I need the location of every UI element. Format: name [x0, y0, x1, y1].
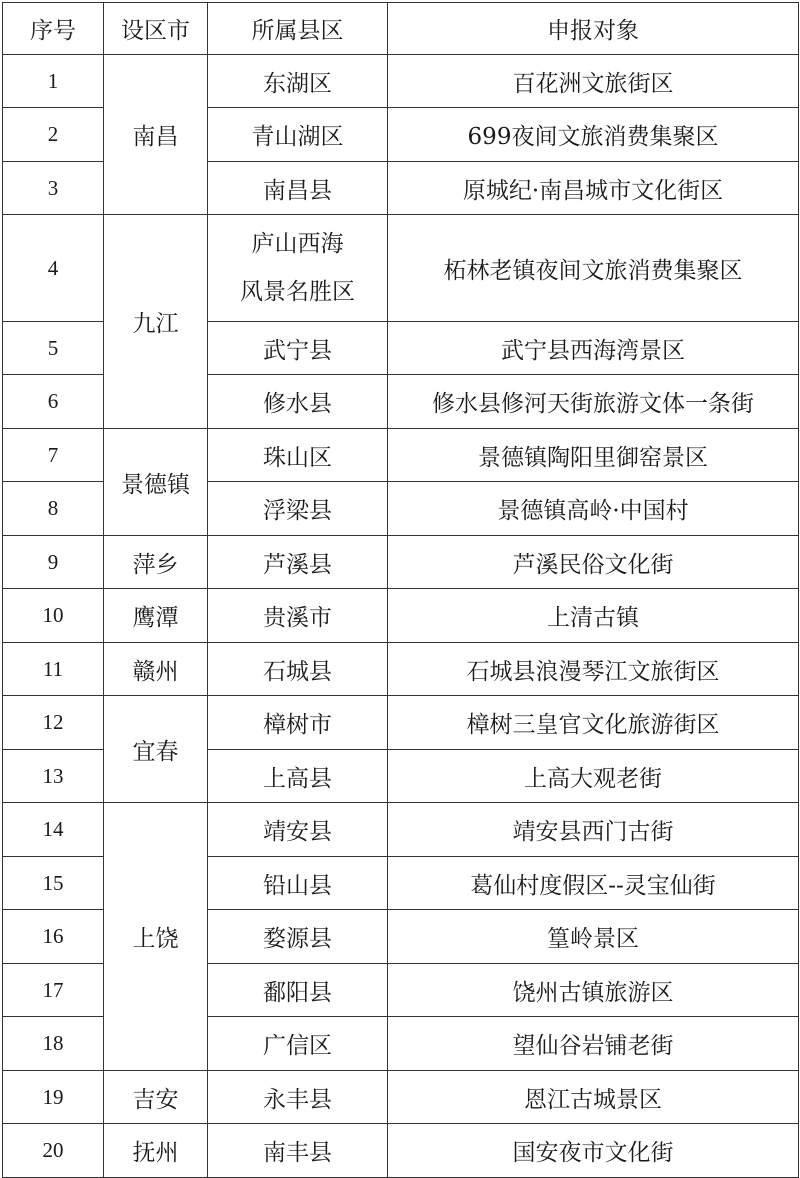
- header-cell-no: 序号: [3, 3, 104, 55]
- row-number: 15: [3, 857, 104, 910]
- object-cell: 望仙谷岩铺老街: [388, 1017, 799, 1071]
- city-cell: 上饶: [104, 803, 208, 1071]
- city-cell: 萍乡: [104, 536, 208, 589]
- county-cell: 永丰县: [208, 1071, 388, 1124]
- row-number: 18: [3, 1017, 104, 1071]
- row-number: 9: [3, 536, 104, 589]
- object-cell: 699夜间文旅消费集聚区: [388, 108, 799, 162]
- city-cell: 鹰潭: [104, 589, 208, 643]
- county-cell: 靖安县: [208, 803, 388, 857]
- county-cell: 武宁县: [208, 322, 388, 375]
- row-number: 11: [3, 643, 104, 696]
- county-cell: [208, 215, 388, 322]
- table-row: [3, 429, 799, 482]
- header-cell-city: 设区市: [104, 3, 208, 55]
- table-row: [3, 589, 799, 643]
- object-cell: 石城县浪漫琴江文旅街区: [388, 643, 799, 696]
- object-cell: 百花洲文旅街区: [388, 55, 799, 108]
- object-cell: 柘林老镇夜间文旅消费集聚区: [388, 215, 799, 322]
- county-line: 风景名胜区: [240, 279, 355, 305]
- header-cell-object: 申报对象: [388, 3, 799, 55]
- city-cell: 吉安: [104, 1071, 208, 1124]
- county-cell: 浮梁县: [208, 482, 388, 536]
- row-number: 3: [3, 162, 104, 215]
- row-number: 4: [3, 215, 104, 322]
- county-cell: 南丰县: [208, 1124, 388, 1178]
- object-cell: 修水县修河天街旅游文体一条街: [388, 375, 799, 429]
- row-number: 14: [3, 803, 104, 857]
- table-row: [3, 55, 799, 108]
- table-row: [3, 215, 799, 322]
- object-cell: 篁岭景区: [388, 910, 799, 964]
- row-number: 5: [3, 322, 104, 375]
- county-cell: 樟树市: [208, 696, 388, 750]
- object-cell: 景德镇陶阳里御窑景区: [388, 429, 799, 482]
- table-row: [3, 1124, 799, 1178]
- object-cell: 饶州古镇旅游区: [388, 964, 799, 1017]
- object-cell: 景德镇高岭·中国村: [388, 482, 799, 536]
- row-number: 6: [3, 375, 104, 429]
- row-number: 1: [3, 55, 104, 108]
- county-cell: 贵溪市: [208, 589, 388, 643]
- county-cell: 芦溪县: [208, 536, 388, 589]
- county-cell: 铅山县: [208, 857, 388, 910]
- county-cell: 修水县: [208, 375, 388, 429]
- table-row: [3, 643, 799, 696]
- row-number: 19: [3, 1071, 104, 1124]
- table-row: [3, 696, 799, 750]
- object-cell: 靖安县西门古街: [388, 803, 799, 857]
- object-cell: 武宁县西海湾景区: [388, 322, 799, 375]
- county-cell: 广信区: [208, 1017, 388, 1071]
- table-row: [3, 803, 799, 857]
- row-number: 8: [3, 482, 104, 536]
- city-cell: 景德镇: [104, 429, 208, 536]
- county-line: 庐山西海: [251, 231, 344, 257]
- object-cell: 恩江古城景区: [388, 1071, 799, 1124]
- row-number: 7: [3, 429, 104, 482]
- city-cell: 南昌: [104, 55, 208, 215]
- table-header-row: [3, 3, 799, 55]
- object-cell: 上清古镇: [388, 589, 799, 643]
- row-number: 13: [3, 750, 104, 803]
- city-cell: 宜春: [104, 696, 208, 803]
- row-number: 10: [3, 589, 104, 643]
- table-row: [3, 1071, 799, 1124]
- row-number: 12: [3, 696, 104, 750]
- county-cell: 婺源县: [208, 910, 388, 964]
- county-cell: 石城县: [208, 643, 388, 696]
- table-row: [3, 536, 799, 589]
- object-cell: 芦溪民俗文化街: [388, 536, 799, 589]
- city-cell: 九江: [104, 215, 208, 429]
- object-cell: 樟树三皇官文化旅游街区: [388, 696, 799, 750]
- object-cell: 葛仙村度假区--灵宝仙街: [388, 857, 799, 910]
- object-cell: 国安夜市文化街: [388, 1124, 799, 1178]
- row-number: 17: [3, 964, 104, 1017]
- county-cell: 青山湖区: [208, 108, 388, 162]
- object-cell: 上高大观老街: [388, 750, 799, 803]
- county-cell: 鄱阳县: [208, 964, 388, 1017]
- application-list-table: [2, 2, 799, 1178]
- row-number: 16: [3, 910, 104, 964]
- object-cell: 原城纪·南昌城市文化街区: [388, 162, 799, 215]
- city-cell: 抚州: [104, 1124, 208, 1178]
- county-cell: 上高县: [208, 750, 388, 803]
- county-cell: 东湖区: [208, 55, 388, 108]
- city-cell: 赣州: [104, 643, 208, 696]
- row-number: 20: [3, 1124, 104, 1178]
- header-cell-county: 所属县区: [208, 3, 388, 55]
- county-cell: 珠山区: [208, 429, 388, 482]
- county-cell: 南昌县: [208, 162, 388, 215]
- row-number: 2: [3, 108, 104, 162]
